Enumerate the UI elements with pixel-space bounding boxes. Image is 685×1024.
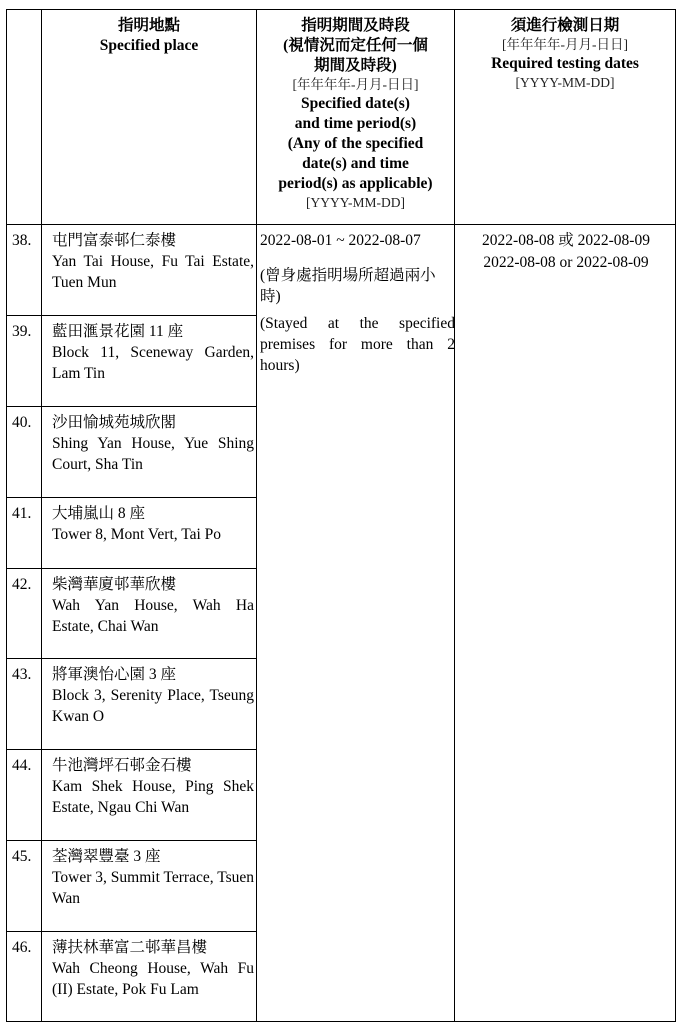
specified-period-cell [260, 230, 455, 376]
place-zh: 藍田滙景花園 11 座 [52, 323, 184, 340]
place-zh: 將軍澳怡心園 3 座 [52, 666, 177, 683]
header-specified-place [42, 16, 256, 56]
row-divider [7, 931, 256, 932]
row-number: 46. [12, 939, 32, 956]
period-note-zh: (曾身處指明場所超過兩小時) [260, 267, 436, 305]
place-zh: 荃灣翠豐臺 3 座 [52, 848, 161, 865]
place-zh: 薄扶林華富二邨華昌樓 [52, 939, 208, 956]
place-en: Kam Shek House, Ping Shek Estate, Ngau Chi Wan [52, 778, 254, 816]
place-zh: 屯門富泰邨仁泰樓 [52, 232, 177, 249]
place-en: Block 3, Serenity Place, Tseung Kwan O [52, 687, 254, 725]
place-zh: 柴灣華廈邨華欣樓 [52, 576, 177, 593]
testing-dates-cell [456, 230, 676, 274]
place-zh: 牛池灣坪石邨金石樓 [52, 757, 192, 774]
place-en: Yan Tai House, Fu Tai Estate, Tuen Mun [52, 253, 254, 291]
header-place-en: Specified place [99, 37, 199, 54]
table-row-place [52, 574, 254, 637]
row-number: 38. [12, 232, 32, 249]
table-row-place [52, 755, 254, 818]
column-divider [454, 10, 455, 1021]
header-divider [7, 224, 675, 225]
header-period-format-en: [YYYY-MM-DD] [306, 195, 405, 210]
table-row-place [52, 846, 254, 909]
column-divider [41, 10, 42, 1021]
row-divider [7, 658, 256, 659]
place-en: Wah Yan House, Wah Ha Estate, Chai Wan [52, 597, 254, 635]
header-testing-format-en: [YYYY-MM-DD] [515, 75, 615, 90]
header-period-zh: 期間及時段) [314, 57, 397, 74]
place-zh: 大埔嵐山 8 座 [52, 505, 146, 522]
row-number: 40. [12, 414, 32, 431]
header-place-zh: 指明地點 [117, 17, 180, 34]
testing-dates-zh: 2022-08-08 或 2022-08-09 [482, 232, 650, 249]
period-dates: 2022-08-01 ~ 2022-08-07 [260, 232, 421, 249]
place-en: Tower 8, Mont Vert, Tai Po [52, 526, 222, 543]
row-number: 43. [12, 666, 32, 683]
header-testing-zh: 須進行檢測日期 [510, 17, 620, 34]
header-period-en: and time period(s) [294, 115, 417, 132]
place-en: Wah Cheong House, Wah Fu (II) Estate, Pok Fu Lam [52, 960, 254, 998]
table-row-place [52, 321, 254, 384]
header-period-en: period(s) as applicable) [278, 175, 433, 192]
header-period-format-zh: [年年年年-月月-日日] [292, 77, 419, 92]
header-testing-format-zh: [年年年年-月月-日日] [502, 37, 628, 52]
row-divider [7, 749, 256, 750]
place-en: Block 11, Sceneway Garden, Lam Tin [52, 344, 254, 382]
table-row-place [52, 412, 254, 475]
header-specified-period [257, 16, 454, 212]
table-row-place [52, 937, 254, 1000]
header-period-en: Specified date(s) [301, 95, 410, 112]
row-number: 41. [12, 505, 32, 522]
table-row-place [52, 664, 254, 727]
row-divider [7, 497, 256, 498]
row-divider [7, 840, 256, 841]
header-testing-dates [455, 16, 675, 92]
header-period-zh: 指明期間及時段 [301, 17, 410, 34]
row-number: 44. [12, 757, 32, 774]
place-en: Shing Yan House, Yue Shing Court, Sha Tin [52, 435, 254, 473]
header-testing-en: Required testing dates [491, 55, 639, 72]
header-period-zh: (視情況而定任何一個 [283, 37, 428, 54]
testing-dates-en: 2022-08-08 or 2022-08-09 [483, 254, 649, 271]
header-period-en: date(s) and time [302, 155, 409, 172]
table-row-place [52, 230, 254, 293]
row-divider [7, 315, 256, 316]
row-number: 39. [12, 323, 32, 340]
row-number: 45. [12, 848, 32, 865]
place-zh: 沙田愉城苑城欣閣 [52, 414, 177, 431]
row-divider [7, 568, 256, 569]
row-divider [7, 406, 256, 407]
table-row-place [52, 503, 254, 545]
header-period-en: (Any of the specified [287, 135, 424, 152]
row-number: 42. [12, 576, 32, 593]
place-en: Tower 3, Summit Terrace, Tsuen Wan [52, 869, 254, 907]
specified-places-table [6, 9, 676, 1022]
period-note-en: (Stayed at the specified premises for more than 2 hours) [260, 315, 455, 374]
